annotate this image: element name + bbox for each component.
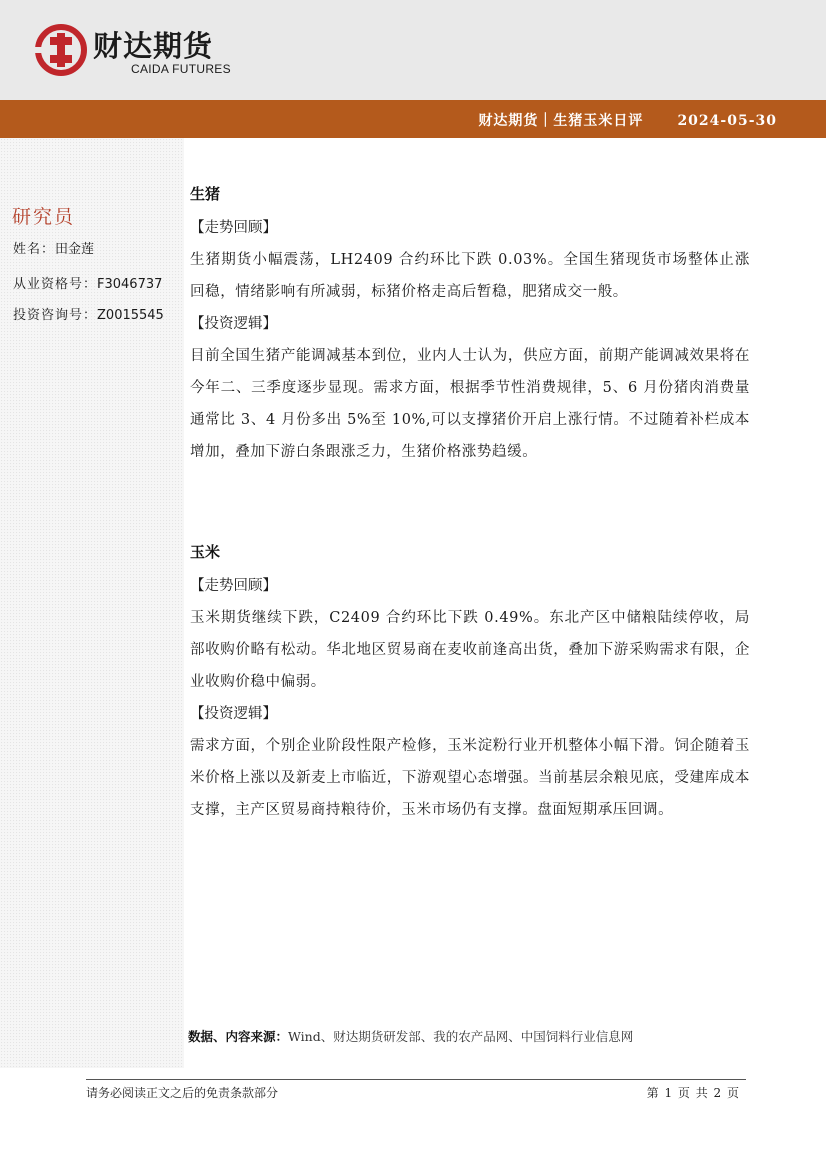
corn-title: 玉米 [190, 543, 221, 561]
company-logo [35, 22, 255, 82]
name-value: 田金莲 [55, 242, 95, 257]
researcher-sidebar [0, 138, 184, 1068]
logo-text-en: CAIDA FUTURES [131, 62, 231, 76]
report-date: 2024-05-30 [677, 113, 777, 129]
researcher-name [13, 238, 94, 257]
hog-section [190, 183, 750, 468]
corn-logic-text: 需求方面，个别企业阶段性限产检修，玉米淀粉行业开机整体小幅下滑。饲企随着玉米价格上涨以及新麦上市临近，下游观望心态增强。当前基层余粮见底，受建库成本支撑，主产区贸易商持粮待价，玉米市场仍有支撑。盘面短期承压回调。 [190, 738, 750, 818]
corn-logic-heading: 【投资逻辑】 [190, 706, 277, 722]
page-header [0, 0, 826, 100]
qualification-number [13, 273, 162, 292]
hog-review-heading: 【走势回顾】 [190, 220, 277, 236]
corn-review-text: 玉米期货继续下跌，C2409 合约环比下跌 0.49%。东北产区中储粮陆续停收，局部收购价略有松动。华北地区贸易商在麦收前逢高出货，叠加下游采购需求有限，企业收购价稳中偏弱。 [190, 610, 750, 690]
data-source [188, 1027, 633, 1045]
report-title: 财达期货｜生猪玉米日评 [478, 113, 644, 129]
consult-value: Z0015545 [97, 308, 164, 323]
hog-review-text: 生猪期货小幅震荡，LH2409 合约环比下跌 0.03%。全国生猪现货市场整体止涨回稳，情绪影响有所减弱，标猪价格走高后暂稳，肥猪成交一般。 [190, 252, 750, 300]
caida-logo-icon [35, 24, 87, 76]
corn-review-heading: 【走势回顾】 [190, 578, 277, 594]
source-label: 数据、内容来源： [188, 1029, 289, 1044]
hog-logic-heading: 【投资逻辑】 [190, 316, 277, 332]
corn-section [190, 541, 750, 826]
researcher-heading: 研究员 [12, 206, 76, 228]
footer-disclaimer: 请务必阅读正文之后的免责条款部分 [86, 1086, 279, 1100]
qual-value: F3046737 [97, 277, 163, 292]
page-number: 第 1 页 共 2 页 [646, 1086, 740, 1100]
title-bar [0, 100, 826, 138]
consult-label: 投资咨询号： [13, 308, 98, 323]
hog-title: 生猪 [190, 185, 221, 203]
report-title-line [478, 110, 777, 130]
qual-label: 从业资格号： [13, 277, 98, 292]
source-text: Wind、财达期货研发部、我的农产品网、中国饲料行业信息网 [288, 1029, 634, 1044]
consulting-number [13, 304, 164, 323]
hog-logic-text: 目前全国生猪产能调减基本到位，业内人士认为，供应方面，前期产能调减效果将在今年二、三季度逐步显现。需求方面，根据季节性消费规律，5、6 月份猪肉消费量通常比 3、4 月份多出 5%至 10%,可以支撑猪价开启上涨行情。不过随着补栏成本增加，叠加下游白条跟涨乏力，生猪价格涨势趋缓。 [190, 348, 750, 460]
name-label: 姓名： [13, 242, 56, 257]
logo-text-cn: 财达期货 [93, 29, 214, 63]
footer-divider [86, 1079, 746, 1080]
